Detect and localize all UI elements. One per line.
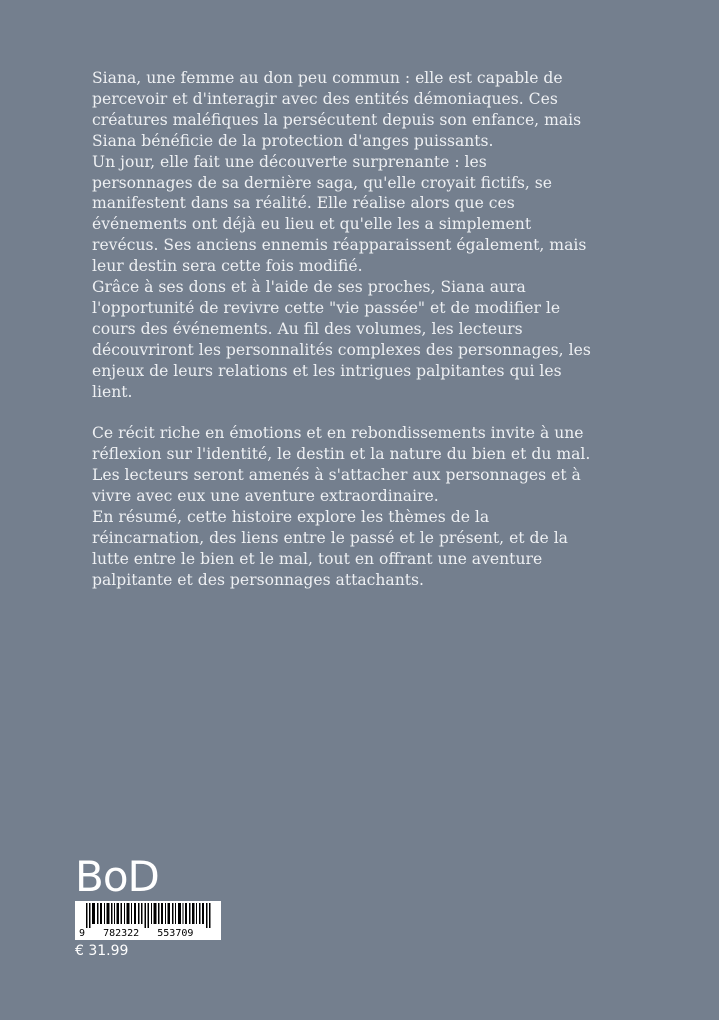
- barcode-bars: [75, 901, 221, 928]
- blurb-paragraph: En résumé, cette histoire explore les thèmes de la réincarnation, des liens entre le passé et le présent, et de la lutte entre le bien et le mal, tout en offrant une aventure palpitante et des personnages attachants.: [92, 508, 568, 589]
- blurb-paragraph: Grâce à ses dons et à l'aide de ses proches, Siana aura l'opportunité de revivre cette "vie passée" et de modifier le cours des événements. Au fil des volumes, les lecteurs découvriront les personnalités complexes des personnages, les enjeux de leurs relations et les intrigues palpitantes qui les lient.: [92, 278, 591, 401]
- publisher-logo: BoD: [75, 852, 159, 901]
- blurb-paragraph: Siana, une femme au don peu commun : elle est capable de percevoir et d'interagir avec des entités démoniaques. Ces créatures maléfiques la persécutent depuis son enfance, mais Siana bénéficie de la protection d'anges puissants.: [92, 69, 582, 150]
- blurb-paragraph: Ce récit riche en émotions et en rebondissements invite à une réflexion sur l'identité, le destin et la nature du bien et du mal. Les lecteurs seront amenés à s'attacher aux personnages et à vivre avec eux une aventure extraordinaire.: [92, 424, 591, 506]
- isbn-barcode: [75, 901, 221, 940]
- back-cover-blurb: [92, 68, 592, 591]
- blurb-paragraph: Un jour, elle fait une découverte surprenante : les personnages de sa dernière saga, qu'elle croyait fictifs, se manifestent dans sa réalité. Elle réalise alors que ces événements ont déjà eu lieu et qu'elle les a simplement revécus. Ses anciens ennemis réapparaissent également, mais leur destin sera cette fois modifié.: [92, 152, 587, 276]
- isbn-digits: 9 782322 553709: [79, 928, 194, 939]
- price-label: € 31.99: [75, 943, 129, 959]
